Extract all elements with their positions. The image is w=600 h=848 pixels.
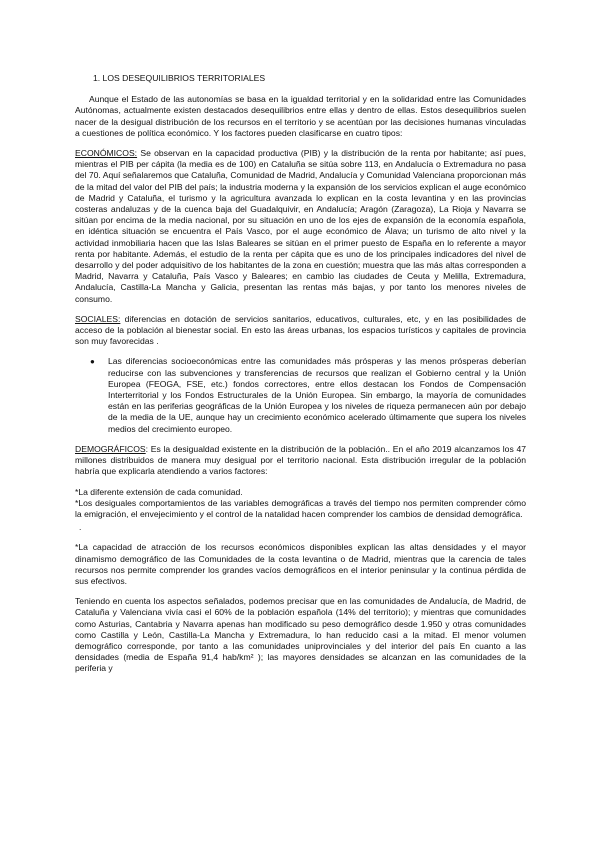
demograficos-label: DEMOGRÁFICOS — [75, 443, 146, 454]
demograficos-text: : Es la desigualdad existente en la distribución de la población.. En el año 2019 alcanzamos los 47 millones distribuidos de manera muy desigual por el territorio nacional. Esta distribución irregular de la población habría que explicarla atendiendo a varios factores: — [75, 443, 526, 477]
document-page — [75, 73, 526, 675]
economicos-text: Se observan en la capacidad productiva (PIB) y la distribución de la renta por habitante; así pues, mientras el PIB per cápita (la media es de 100) en Cataluña se sitúa sobre 113, en Andalucía o Extremadura no pasa del 70. Aquí señalaremos que Cataluña, Comunidad de Madrid, Andalucía y Comunidad Valenciana proporcionan más de la mitad del valor del PIB del país; la industria moderna y la expansión de los servicios explican el auge económico de Madrid y Cataluña, el turismo y la agricultura avanzada lo explican en la costa levantina y en las provincias costeras andaluzas y de la cuenca baja del Guadalquivir, en Andalucía; Aragón (Zaragoza), La Rioja y Navarra se sitúan por encima de la media nacional, por su situación en uno de los ejes de expansión de la economía española, en idéntica situación se encuentra el País Vasco, por el auge económico de Álava; un turismo de alto nivel y la actividad inmobiliaria hacen que las Islas Baleares se sitúan en el primer puesto de España en lo referente a mayor renta por habitante. Además, el estudio de la renta per cápita que es uno de los principales indicadores del nivel de desarrollo y del poder adquisitivo de los habitantes de la zona en cuestión; muestra que las más altas corresponden a Madrid, Navarra y Cataluña, País Vasco y Baleares; en cambio las ciudades de Ceuta y Melilla, Extremadura, Andalucía, Castilla-La Mancha y Galicia, presentan las rentas más bajas, y por tanto los menores niveles de consumo. — [75, 148, 526, 304]
economicos-label: ECONÓMICOS: — [75, 148, 138, 159]
sociales-bullet-item — [90, 356, 526, 434]
sociales-text: diferencias en dotación de servicios sanitarios, educativos, culturales, etc, y en las posibilidades de acceso de la población al bienestar social. En esto las áreas urbanas, los espacios turísticos y capitales de provincia son muy favorecidas . — [75, 313, 526, 347]
economicos-paragraph — [75, 148, 526, 305]
demograficos-paragraph — [75, 444, 526, 478]
sociales-bullet-text: Las diferencias socioeconómicas entre las comunidades más prósperas y las menos prósperas deberían reducirse con las subvenciones y transferencias de recursos que realizan el Gobierno central y la Unión Europea (FEOGA, FSE, etc.) fondos correctores, entre ellos destacan los Fondos de Compensación Interterritorial y los Fondos Estructurales de la Unión Europea. Sin embargo, la mayoría de comunidades están en las periferias geográficas de la Unión Europea y los niveles de riqueza permanecen aún por debajo de la media de la UE, aunque hay un crecimiento económico acelerado últimamente que supera los niveles medios del crecimiento europeo. — [108, 356, 526, 434]
section-heading: 1. LOS DESEQUILIBRIOS TERRITORIALES — [93, 73, 266, 83]
sociales-label: SOCIALES: — [75, 313, 121, 324]
closing-paragraph: Teniendo en cuenta los aspectos señalados, podemos precisar que en las comunidades de Andalucía, de Madrid, de Cataluña y Valenciana vivía casi el 60% de la población española (14% del territorio); y mientras que comunidades como Asturias, Cantabria y Navarra apenas han modificado su peso demográfico desde 1.950 y otras comunidades como Castilla y León, Castilla-La Mancha y Extremadura, lo han reducido casi a la mitad. El menor volumen demográfico corresponde, por tanto a las comunidades uniprovinciales y del interior del país En cuanto a las densidades (media de España 91,4 hab/km² ); las mayores densidades se alcanzan en las comunidades de la periferia y — [75, 596, 526, 674]
stray-dot: . — [79, 522, 82, 533]
sociales-paragraph — [75, 314, 526, 348]
factor-recursos: *La capacidad de atracción de los recursos económicos disponibles explican las altas densidades y el mayor dinamismo demográfico de las Comunidades de la costa levantina o de Madrid, mientras que la carencia de tales recursos nos permite comprender los grandes vacíos demográficos en el interior peninsular y la continua pérdida de sus efectivos. — [75, 542, 526, 586]
intro-paragraph: Aunque el Estado de las autonomías se basa en la igualdad territorial y en la solidaridad entre las Comunidades Autónomas, actualmente existen destacados desequilibrios entre ellas y dentro de ellas. Estos desequilibrios suelen nacer de la desigual distribución de los recursos en el territorio y se acentúan por las decisiones humanas vinculadas a cuestiones de política económico. Y los factores pueden clasificarse en cuatro tipos: — [75, 94, 526, 138]
bullet-icon: ● — [90, 357, 95, 367]
factor-comportamientos: *Los desiguales comportamientos de las variables demográficas a través del tiempo nos permiten comprender cómo la emigración, el envejecimiento y el control de la natalidad hacen comprender los cambios de densidad demográfica. — [75, 497, 526, 519]
factor-extension: *La diferente extensión de cada comunidad. — [75, 486, 243, 497]
